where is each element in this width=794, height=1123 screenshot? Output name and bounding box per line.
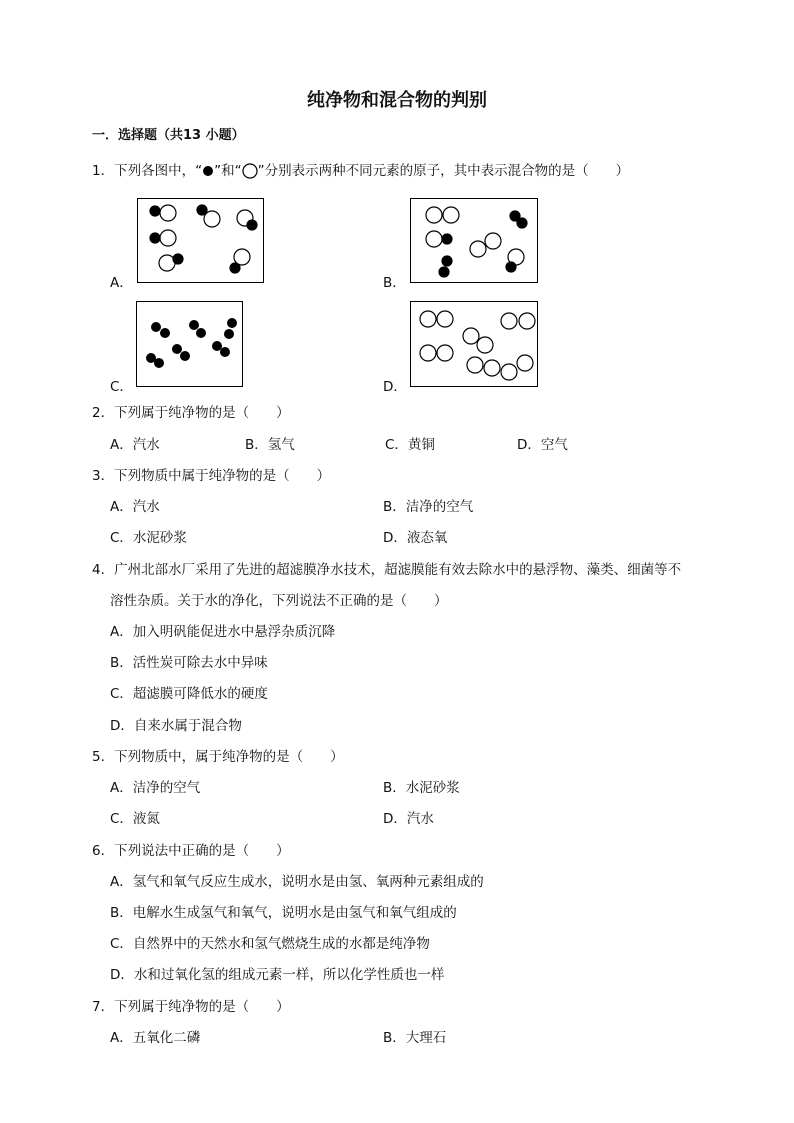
q5-option-c: C．液氮 xyxy=(110,811,160,827)
q2-option-d: D．空气 xyxy=(517,437,568,453)
q6-option-d: D．水和过氧化氢的组成元素一样，所以化学性质也一样 xyxy=(110,967,445,983)
q1-option-a-label: A． xyxy=(110,275,133,291)
question-1-stem: 1．下列各图中，“ ”和“ ”分别表示两种不同元素的原子，其中表示混合物的是（ ） xyxy=(92,163,630,179)
q4-option-d: D．自来水属于混合物 xyxy=(110,718,242,734)
q1-option-d-label: D． xyxy=(383,379,407,395)
q4-option-c: C．超滤膜可降低水的硬度 xyxy=(110,686,268,702)
question-5-stem: 5．下列物质中，属于纯净物的是（ ） xyxy=(92,749,344,765)
q3-option-c: C．水泥砂浆 xyxy=(110,530,187,546)
q5-option-a: A．洁净的空气 xyxy=(110,780,201,796)
q3-option-a: A．汽水 xyxy=(110,499,160,515)
q3-option-b: B．洁净的空气 xyxy=(383,499,474,515)
q1-figure-d xyxy=(410,301,538,387)
filled-atom-icon xyxy=(202,165,214,177)
q1-figure-d-molecules xyxy=(411,302,539,388)
q1-figure-a xyxy=(137,198,264,283)
q6-option-b: B．电解水生成氢气和氧气，说明水是由氢气和氧气组成的 xyxy=(110,905,457,921)
section-heading: 一．选择题（共13 小题） xyxy=(92,128,245,143)
q4-option-b: B．活性炭可除去水中异味 xyxy=(110,655,268,671)
q2-option-b: B．氢气 xyxy=(245,437,295,453)
q1-figure-b xyxy=(410,198,538,283)
question-2-stem: 2．下列属于纯净物的是（ ） xyxy=(92,405,290,421)
q3-option-d: D．液态氧 xyxy=(383,530,448,546)
q5-option-d: D．汽水 xyxy=(383,811,434,827)
q6-option-a: A．氢气和氧气反应生成水，说明水是由氢、氧两种元素组成的 xyxy=(110,874,484,890)
question-3-stem: 3．下列物质中属于纯净物的是（ ） xyxy=(92,468,331,484)
q7-option-b: B．大理石 xyxy=(383,1030,447,1046)
q2-option-c: C．黄铜 xyxy=(385,437,435,453)
question-7-stem: 7．下列属于纯净物的是（ ） xyxy=(92,999,290,1015)
q4-option-a: A．加入明矾能促进水中悬浮杂质沉降 xyxy=(110,624,336,640)
q1-figure-c xyxy=(136,301,243,387)
q1-option-c-label: C． xyxy=(110,379,133,395)
q1-figure-a-molecules xyxy=(138,199,265,284)
q2-option-a: A．汽水 xyxy=(110,437,160,453)
q5-option-b: B．水泥砂浆 xyxy=(383,780,460,796)
question-4-stem-line2: 溶性杂质。关于水的净化，下列说法不正确的是（ ） xyxy=(110,593,448,609)
q1-option-b-label: B． xyxy=(383,275,406,291)
q6-option-c: C．自然界中的天然水和氢气燃烧生成的水都是纯净物 xyxy=(110,936,430,952)
question-4-stem-line1: 4．广州北部水厂采用了先进的超滤膜净水技术，超滤膜能有效去除水中的悬浮物、藻类、细菌等不 xyxy=(92,562,682,578)
question-6-stem: 6．下列说法中正确的是（ ） xyxy=(92,843,290,859)
q7-option-a: A．五氧化二磷 xyxy=(110,1030,201,1046)
q1-figure-b-molecules xyxy=(411,199,539,284)
hollow-atom-icon xyxy=(242,163,258,179)
page-title: 纯净物和混合物的判别 xyxy=(307,90,487,111)
q1-figure-c-molecules xyxy=(137,302,244,388)
